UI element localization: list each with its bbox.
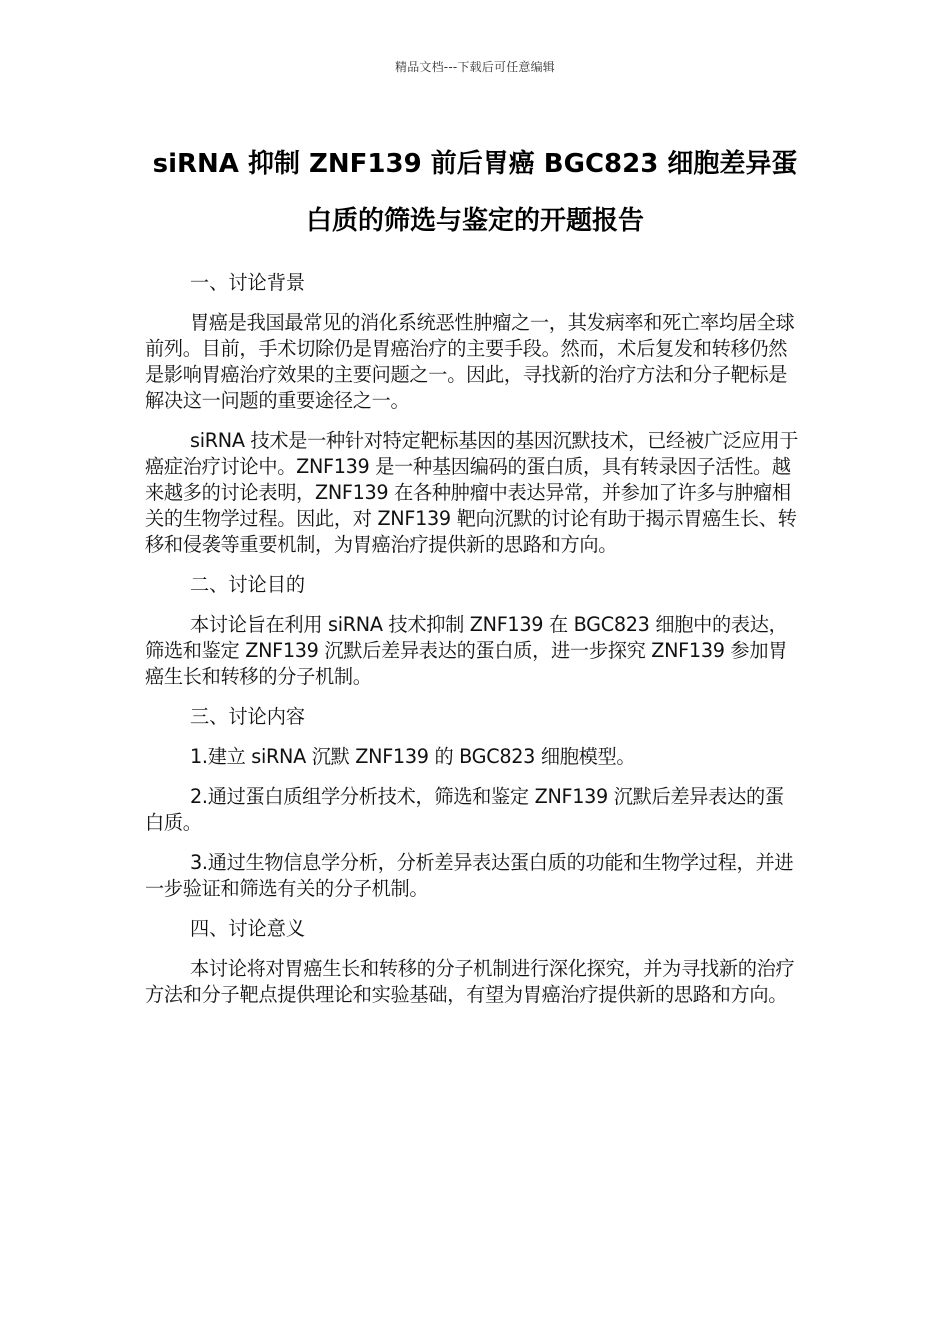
- significance-paragraph-1: 本讨论将对胃癌生长和转移的分子机制进行深化探究，并为寻找新的治疗方法和分子靶点提供理论和实验基础，有望为胃癌治疗提供新的思路和方向。: [145, 957, 795, 1006]
- background-paragraph-1: 胃癌是我国最常见的消化系统恶性肿瘤之一，其发病率和死亡率均居全球前列。目前，手术切除仍是胃癌治疗的主要手段。然而，术后复发和转移仍然是影响胃癌治疗效果的主要问题之一。因此，寻找新的治疗方法和分子靶标是解决这一问题的重要途径之一。: [145, 311, 795, 412]
- section-heading-content: 三、讨论内容: [190, 705, 306, 728]
- content-item-3: 3.通过生物信息学分析，分析差异表达蛋白质的功能和生物学过程，并进一步验证和筛选有关的分子机制。: [145, 851, 794, 900]
- title-line-1: siRNA 抑制 ZNF139 前后胃癌 BGC823 细胞差异蛋: [152, 149, 798, 179]
- content-item-2: 2.通过蛋白质组学分析技术，筛选和鉴定 ZNF139 沉默后差异表达的蛋白质。: [145, 785, 784, 834]
- content-item-1: 1.建立 siRNA 沉默 ZNF139 的 BGC823 细胞模型。: [190, 745, 636, 768]
- header-note: 精品文档---下载后可任意编辑: [395, 60, 555, 74]
- title-line-2: 白质的筛选与鉴定的开题报告: [305, 206, 644, 236]
- section-heading-purpose: 二、讨论目的: [190, 573, 306, 596]
- section-heading-significance: 四、讨论意义: [190, 917, 306, 940]
- document-title: [145, 136, 805, 250]
- document-body: [145, 270, 800, 1022]
- section-heading-background: 一、讨论背景: [190, 271, 306, 294]
- purpose-paragraph-1: 本讨论旨在利用 siRNA 技术抑制 ZNF139 在 BGC823 细胞中的表达，筛选和鉴定 ZNF139 沉默后差异表达的蛋白质，进一步探究 ZNF139 参加胃癌生长和转移的分子机制。: [145, 613, 788, 688]
- background-paragraph-2: siRNA 技术是一种针对特定靶标基因的基因沉默技术，已经被广泛应用于癌症治疗讨论中。ZNF139 是一种基因编码的蛋白质，具有转录因子活性。越来越多的讨论表明，ZNF139 在各种肿瘤中表达异常，并参加了许多与肿瘤相关的生物学过程。因此，对 ZNF139 靶向沉默的讨论有助于揭示胃癌生长、转移和侵袭等重要机制，为胃癌治疗提供新的思路和方向。: [145, 429, 799, 556]
